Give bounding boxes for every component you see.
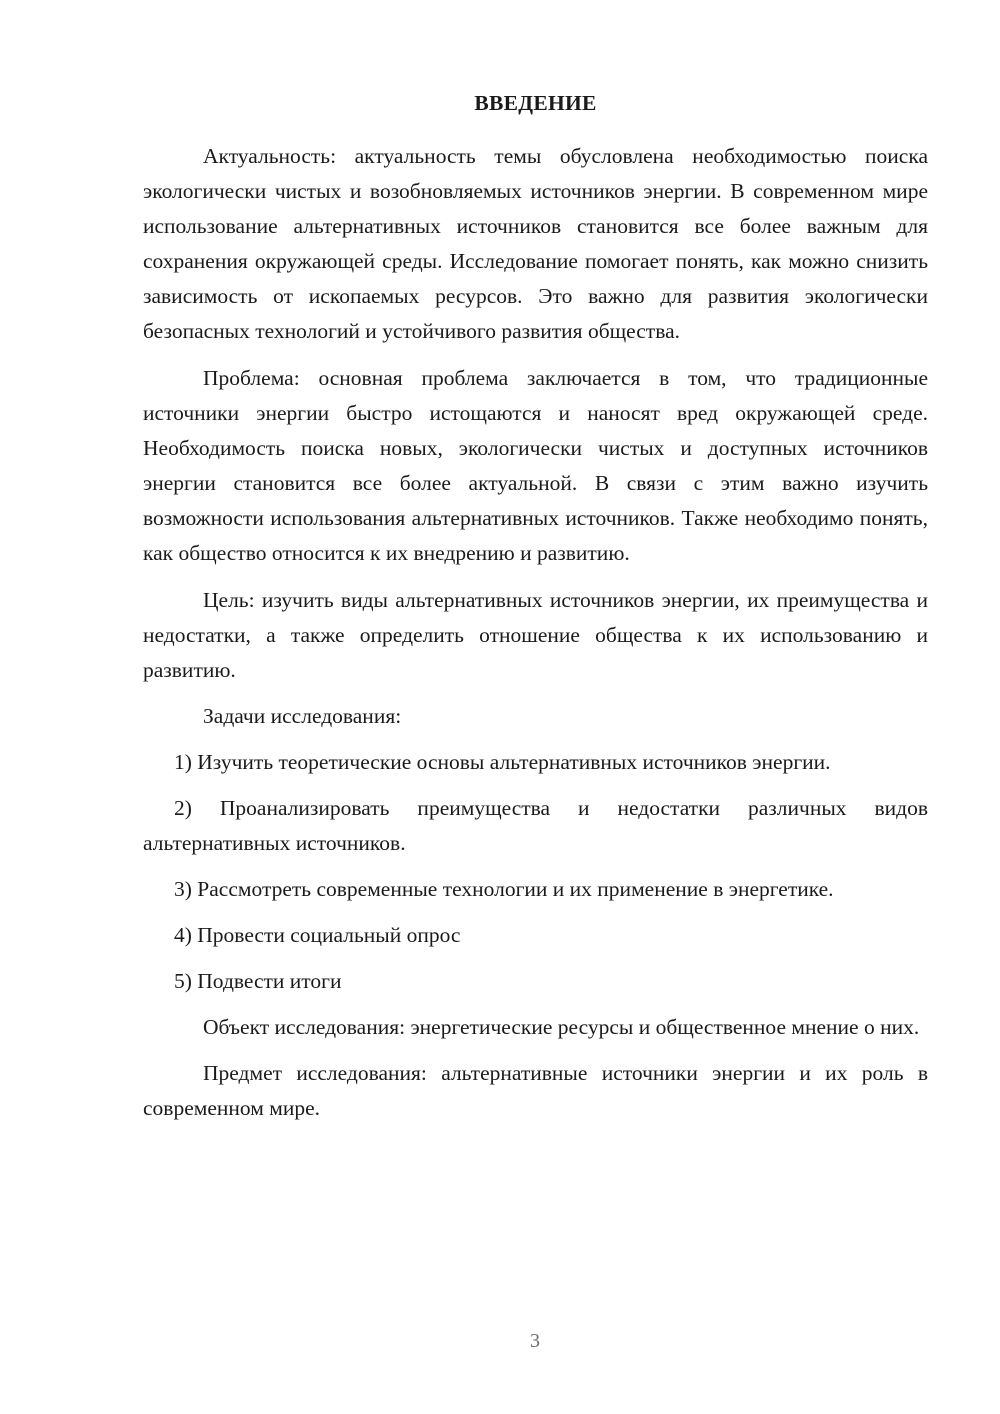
page-title: ВВЕДЕНИЕ xyxy=(474,91,597,115)
paragraph-object: Объект исследования: энергетические ресурсы и общественное мнение о них. xyxy=(203,1015,920,1039)
tasks-heading: Задачи исследования: xyxy=(203,704,402,728)
task-item-3: 3) Рассмотреть современные технологии и их применение в энергетике. xyxy=(174,877,834,901)
paragraph-subject: Предмет исследования: альтернативные источники энергии и их роль в современном мире. xyxy=(143,1061,928,1120)
paragraph-goal: Цель: изучить виды альтернативных источников энергии, их преимущества и недостатки, а также определить отношение общества к их использованию и развитию. xyxy=(143,588,928,682)
task-item-5: 5) Подвести итоги xyxy=(174,969,342,993)
task-item-1: 1) Изучить теоретические основы альтернативных источников энергии. xyxy=(174,750,831,774)
task-item-2: 2) Проанализировать преимущества и недостатки различных видов альтернативных источников. xyxy=(143,796,928,855)
task-item-4: 4) Провести социальный опрос xyxy=(174,923,461,947)
document-page xyxy=(143,88,928,1126)
paragraph-problem: Проблема: основная проблема заключается в том, что традиционные источники энергии быстро истощаются и наносят вред окружающей среде. Необходимость поиска новых, экологически чистых и доступных источников энергии становится все более актуальной. В связи с этим важно изучить возможности использования альтернативных источников. Также необходимо понять, как общество относится к их внедрению и развитию. xyxy=(143,366,928,565)
page-number: 3 xyxy=(530,1330,540,1352)
paragraph-relevance: Актуальность: актуальность темы обусловлена необходимостью поиска экологически чистых и возобновляемых источников энергии. В современном мире использование альтернативных источников становится все более важным для сохранения окружающей среды. Исследование помогает понять, как можно снизить зависимость от ископаемых ресурсов. Это важно для развития экологически безопасных технологий и устойчивого развития общества. xyxy=(143,144,928,343)
